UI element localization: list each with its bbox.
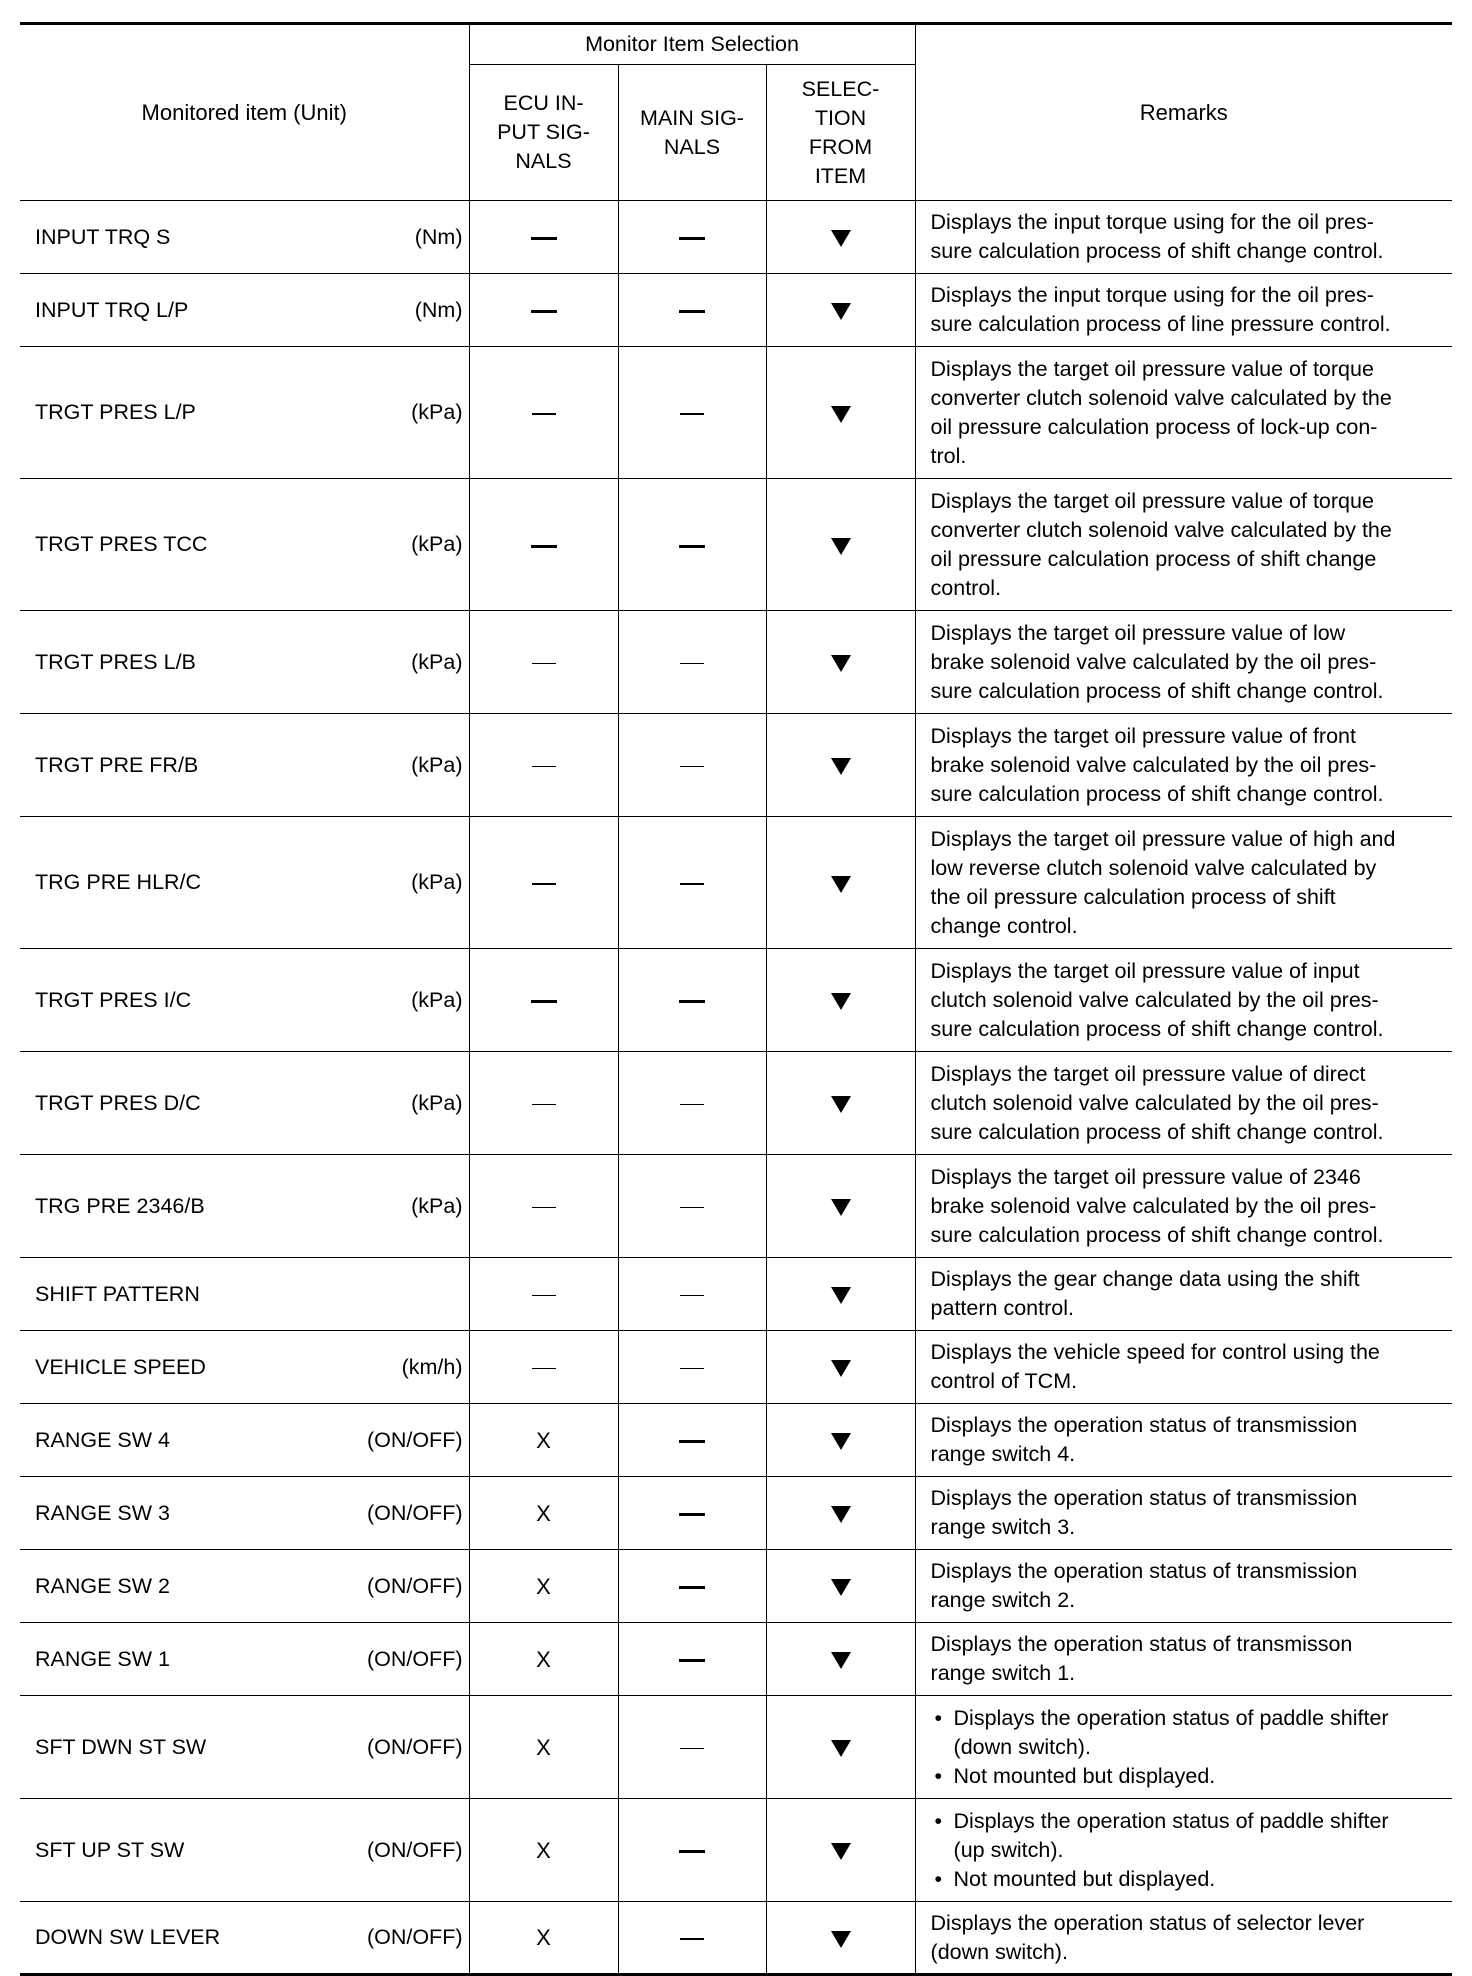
dash-mark — [680, 1295, 704, 1297]
ecu-input-signals-cell — [469, 1902, 618, 1975]
monitored-item-cell — [20, 1623, 469, 1696]
item-unit: (kPa) — [411, 987, 463, 1012]
selection-from-item-cell — [766, 1331, 915, 1404]
monitored-item-cell — [20, 274, 469, 347]
selection-from-item-cell — [766, 817, 915, 949]
ecu-input-signals-cell — [469, 949, 618, 1052]
selection-from-item-cell — [766, 1696, 915, 1799]
selection-from-item-cell — [766, 611, 915, 714]
dash-mark — [680, 1104, 704, 1106]
ecu-input-signals-cell — [469, 1155, 618, 1258]
remarks-line: Displays the input torque using for the oil pres- — [930, 210, 1374, 234]
dash-mark — [680, 1748, 704, 1750]
table-row — [20, 479, 1452, 611]
dash-mark — [532, 1295, 556, 1297]
item-unit: (Nm) — [414, 297, 463, 322]
table-row — [20, 1623, 1452, 1696]
selection-triangle-icon — [831, 230, 851, 247]
main-signals-cell — [618, 1155, 766, 1258]
table-row — [20, 1477, 1452, 1550]
monitored-item-cell — [20, 817, 469, 949]
selection-from-item-cell — [766, 1258, 915, 1331]
remarks-cell — [915, 1052, 1452, 1155]
remarks-bullet-list — [931, 1704, 1445, 1791]
item-unit: (kPa) — [411, 1090, 463, 1115]
x-mark: X — [536, 1837, 551, 1863]
remarks-line: Displays the target oil pressure value of low — [930, 620, 1346, 645]
main-signals-cell — [618, 1799, 766, 1902]
remarks-line: clutch solenoid valve calculated by the oil pres- — [930, 1090, 1379, 1115]
remarks-line: Displays the operation status of transmisson — [930, 1632, 1353, 1656]
header-remarks: Remarks — [915, 24, 1452, 201]
x-mark: X — [536, 1925, 551, 1950]
item-name: TRGT PRE FR/B — [35, 752, 199, 777]
ecu-input-signals-cell — [469, 1331, 618, 1404]
remarks-line: sure calculation process of line pressure control. — [930, 312, 1391, 336]
remarks-line: Displays the operation status of transmission — [930, 1486, 1358, 1510]
ecu-input-signals-cell — [469, 1550, 618, 1623]
main-signals-cell — [618, 817, 766, 949]
remarks-line: sure calculation process of shift change control. — [930, 239, 1384, 263]
selection-triangle-icon — [831, 538, 851, 555]
remarks-line: sure calculation process of shift change control. — [930, 1016, 1384, 1041]
item-unit: (kPa) — [411, 1193, 463, 1218]
monitored-item-cell — [20, 1902, 469, 1975]
remarks-line: Displays the target oil pressure value of high and — [930, 826, 1396, 851]
main-signals-cell — [618, 1477, 766, 1550]
main-signals-cell — [618, 1902, 766, 1975]
selection-from-item-cell — [766, 1477, 915, 1550]
item-unit: (ON/OFF) — [366, 1500, 463, 1525]
dash-mark — [679, 1513, 705, 1516]
dash-mark — [532, 1104, 556, 1106]
dash-mark — [680, 663, 704, 665]
selection-triangle-icon — [831, 1199, 851, 1216]
remarks-line: brake solenoid valve calculated by the oil pres- — [930, 752, 1377, 777]
page — [20, 22, 1452, 1976]
monitor-item-table — [20, 22, 1452, 1976]
selection-triangle-icon — [831, 1096, 851, 1113]
ecu-input-signals-cell — [469, 274, 618, 347]
dash-mark — [531, 310, 557, 313]
dash-mark — [531, 545, 557, 548]
selection-from-item-cell — [766, 1052, 915, 1155]
remarks-line: Displays the operation status of transmission — [930, 1413, 1358, 1437]
table-row — [20, 1404, 1452, 1477]
x-mark: X — [536, 1734, 551, 1760]
remarks-cell — [915, 1696, 1452, 1799]
selection-from-item-cell — [766, 201, 915, 274]
selection-triangle-icon — [831, 655, 851, 672]
remarks-cell — [915, 274, 1452, 347]
item-name: TRGT PRES L/B — [35, 649, 196, 674]
item-name: RANGE SW 2 — [35, 1573, 170, 1598]
remarks-line: oil pressure calculation process of lock-up con- — [930, 414, 1378, 439]
selection-triangle-icon — [831, 1579, 851, 1596]
header-monitor-item-selection: Monitor Item Selection — [469, 24, 915, 65]
remarks-cell — [915, 1404, 1452, 1477]
main-signals-cell — [618, 1331, 766, 1404]
monitored-item-cell — [20, 1550, 469, 1623]
selection-triangle-icon — [831, 1740, 851, 1757]
remarks-cell — [915, 611, 1452, 714]
item-unit: (kPa) — [411, 649, 463, 674]
remarks-line: Displays the target oil pressure value of front — [930, 723, 1356, 748]
dash-mark — [679, 1850, 705, 1853]
remarks-cell — [915, 714, 1452, 817]
dash-mark — [532, 413, 556, 415]
selection-from-item-cell — [766, 1155, 915, 1258]
remarks-bullet-list — [931, 1807, 1445, 1894]
table-row — [20, 1052, 1452, 1155]
main-signals-cell — [618, 1404, 766, 1477]
table-body — [20, 201, 1452, 1975]
selection-triangle-icon — [831, 1843, 851, 1860]
item-unit: (ON/OFF) — [366, 1427, 463, 1452]
table-row — [20, 949, 1452, 1052]
header-line: SELEC- — [801, 76, 880, 101]
dash-mark — [680, 1368, 704, 1370]
item-name: TRGT PRES L/P — [35, 400, 196, 424]
remarks-line: Displays the target oil pressure value of direct — [930, 1061, 1366, 1086]
remarks-line: sure calculation process of shift change control. — [930, 1222, 1384, 1247]
main-signals-cell — [618, 949, 766, 1052]
ecu-input-signals-cell — [469, 611, 618, 714]
remarks-line: sure calculation process of shift change control. — [930, 678, 1384, 703]
table-row — [20, 1155, 1452, 1258]
monitored-item-cell — [20, 1477, 469, 1550]
main-signals-cell — [618, 1696, 766, 1799]
main-signals-cell — [618, 1258, 766, 1331]
remarks-cell — [915, 1477, 1452, 1550]
ecu-input-signals-cell — [469, 1696, 618, 1799]
main-signals-cell — [618, 1550, 766, 1623]
selection-triangle-icon — [831, 758, 851, 775]
remarks-line: range switch 1. — [930, 1661, 1076, 1685]
remarks-line: • Not mounted but displayed. — [953, 1866, 1216, 1891]
monitored-item-cell — [20, 1155, 469, 1258]
remarks-cell — [915, 1550, 1452, 1623]
item-name: TRG PRE HLR/C — [35, 870, 202, 894]
monitored-item-cell — [20, 479, 469, 611]
table-row — [20, 611, 1452, 714]
header-line: FROM — [808, 134, 873, 159]
item-name: INPUT TRQ L/P — [35, 297, 189, 322]
remarks-line: clutch solenoid valve calculated by the oil pres- — [930, 987, 1379, 1012]
ecu-input-signals-cell — [469, 1404, 618, 1477]
dash-mark — [532, 1368, 556, 1370]
selection-from-item-cell — [766, 714, 915, 817]
main-signals-cell — [618, 1623, 766, 1696]
dash-mark — [679, 310, 705, 313]
remarks-cell — [915, 1623, 1452, 1696]
ecu-input-signals-cell — [469, 201, 618, 274]
item-name: VEHICLE SPEED — [35, 1354, 206, 1379]
remarks-bullet — [931, 1865, 1445, 1894]
header-line: PUT SIG- — [497, 120, 590, 144]
item-name: INPUT TRQ S — [35, 224, 171, 249]
item-unit: (km/h) — [401, 1354, 463, 1379]
selection-triangle-icon — [831, 1433, 851, 1450]
table-row — [20, 1550, 1452, 1623]
item-name: TRGT PRES I/C — [35, 987, 192, 1012]
remarks-line: • Not mounted but displayed. — [953, 1763, 1216, 1788]
remarks-line: change control. — [930, 913, 1078, 938]
dash-mark — [531, 1000, 557, 1003]
table-row — [20, 201, 1452, 274]
table-row — [20, 1258, 1452, 1331]
item-unit: (ON/OFF) — [366, 1837, 463, 1862]
remarks-line: range switch 3. — [930, 1515, 1076, 1539]
header-line: NALS — [663, 134, 721, 159]
remarks-line: (up switch). — [953, 1837, 1064, 1862]
selection-from-item-cell — [766, 1623, 915, 1696]
main-signals-cell — [618, 479, 766, 611]
dash-mark — [679, 1659, 705, 1662]
remarks-line: Displays the operation status of transmission — [930, 1559, 1358, 1583]
remarks-line: control of TCM. — [930, 1369, 1078, 1393]
table-row — [20, 1902, 1452, 1975]
remarks-line: Displays the target oil pressure value of 2346 — [930, 1164, 1361, 1189]
remarks-cell — [915, 201, 1452, 274]
remarks-line: converter clutch solenoid valve calculated by the — [930, 517, 1392, 542]
main-signals-cell — [618, 347, 766, 479]
header-ecu-input-signals — [469, 65, 618, 201]
monitored-item-cell — [20, 201, 469, 274]
dash-mark — [679, 1440, 705, 1443]
ecu-input-signals-cell — [469, 479, 618, 611]
monitored-item-cell — [20, 1331, 469, 1404]
selection-triangle-icon — [831, 303, 851, 320]
remarks-line: brake solenoid valve calculated by the oil pres- — [930, 649, 1377, 674]
header-selection-from-item — [766, 65, 915, 201]
dash-mark — [679, 545, 705, 548]
item-unit: (ON/OFF) — [366, 1925, 463, 1949]
monitored-item-cell — [20, 949, 469, 1052]
remarks-line: brake solenoid valve calculated by the oil pres- — [930, 1193, 1377, 1218]
dash-mark — [679, 237, 705, 240]
x-mark: X — [536, 1646, 551, 1672]
ecu-input-signals-cell — [469, 1477, 618, 1550]
main-signals-cell — [618, 714, 766, 817]
ecu-input-signals-cell — [469, 1623, 618, 1696]
selection-from-item-cell — [766, 1550, 915, 1623]
item-unit: (ON/OFF) — [366, 1573, 463, 1598]
ecu-input-signals-cell — [469, 1258, 618, 1331]
remarks-line: sure calculation process of shift change control. — [930, 781, 1384, 806]
remarks-line: Displays the target oil pressure value of input — [930, 958, 1360, 983]
dash-mark — [532, 663, 556, 665]
selection-triangle-icon — [831, 876, 851, 893]
remarks-line: converter clutch solenoid valve calculated by the — [930, 385, 1392, 410]
remarks-line: range switch 2. — [930, 1588, 1076, 1612]
table-row — [20, 347, 1452, 479]
item-unit: (Nm) — [414, 224, 463, 249]
remarks-line: • Displays the operation status of paddle shifter — [953, 1705, 1389, 1730]
item-name: TRG PRE 2346/B — [35, 1193, 205, 1218]
item-unit: (kPa) — [411, 532, 463, 556]
dash-mark — [679, 1586, 705, 1589]
remarks-line: pattern control. — [930, 1296, 1074, 1320]
monitored-item-cell — [20, 1404, 469, 1477]
item-unit: (kPa) — [411, 752, 463, 777]
dash-mark — [532, 766, 556, 768]
remarks-line: Displays the operation status of selector lever — [930, 1910, 1365, 1935]
table-row — [20, 1696, 1452, 1799]
main-signals-cell — [618, 274, 766, 347]
remarks-bullet — [931, 1762, 1445, 1791]
selection-triangle-icon — [831, 1931, 851, 1948]
item-name: DOWN SW LEVER — [35, 1925, 221, 1949]
dash-mark — [680, 413, 704, 415]
dash-mark — [532, 1207, 556, 1209]
selection-from-item-cell — [766, 347, 915, 479]
remarks-cell — [915, 949, 1452, 1052]
table-row — [20, 817, 1452, 949]
item-name: TRGT PRES TCC — [35, 532, 208, 556]
remarks-line: the oil pressure calculation process of shift — [930, 884, 1336, 909]
monitored-item-cell — [20, 1799, 469, 1902]
ecu-input-signals-cell — [469, 347, 618, 479]
item-name: SHIFT PATTERN — [35, 1281, 200, 1306]
remarks-line: (down switch). — [953, 1734, 1091, 1759]
remarks-line: (down switch). — [930, 1939, 1068, 1964]
selection-triangle-icon — [831, 1506, 851, 1523]
selection-triangle-icon — [831, 1360, 851, 1377]
header-line: ITEM — [814, 163, 867, 188]
remarks-cell — [915, 1155, 1452, 1258]
remarks-line: low reverse clutch solenoid valve calculated by — [930, 855, 1377, 880]
monitored-item-cell — [20, 347, 469, 479]
item-unit: (ON/OFF) — [366, 1646, 463, 1671]
remarks-line: trol. — [930, 443, 967, 468]
header-line: ECU IN- — [503, 91, 584, 115]
table-row — [20, 714, 1452, 817]
item-name: SFT DWN ST SW — [35, 1734, 207, 1759]
monitored-item-cell — [20, 1258, 469, 1331]
remarks-cell — [915, 347, 1452, 479]
remarks-line: sure calculation process of shift change control. — [930, 1119, 1384, 1144]
item-unit: (ON/OFF) — [366, 1734, 463, 1759]
selection-from-item-cell — [766, 1799, 915, 1902]
remarks-cell — [915, 1799, 1452, 1902]
main-signals-cell — [618, 201, 766, 274]
remarks-cell — [915, 817, 1452, 949]
ecu-input-signals-cell — [469, 1052, 618, 1155]
remarks-line: control. — [930, 575, 1002, 600]
remarks-bullet — [931, 1807, 1445, 1865]
selection-from-item-cell — [766, 1404, 915, 1477]
selection-from-item-cell — [766, 274, 915, 347]
x-mark: X — [536, 1500, 551, 1526]
remarks-cell — [915, 1258, 1452, 1331]
remarks-line: Displays the gear change data using the shift — [930, 1267, 1360, 1291]
remarks-cell — [915, 479, 1452, 611]
x-mark: X — [536, 1427, 551, 1453]
ecu-input-signals-cell — [469, 817, 618, 949]
header-line: NALS — [515, 149, 572, 173]
table-row — [20, 274, 1452, 347]
remarks-line: Displays the target oil pressure value of torque — [930, 488, 1374, 513]
item-name: SFT UP ST SW — [35, 1837, 185, 1862]
remarks-line: • Displays the operation status of paddle shifter — [953, 1808, 1389, 1833]
remarks-line: oil pressure calculation process of shift change — [930, 546, 1377, 571]
selection-from-item-cell — [766, 479, 915, 611]
selection-triangle-icon — [831, 1652, 851, 1669]
remarks-line: Displays the target oil pressure value of torque — [930, 356, 1374, 381]
monitored-item-cell — [20, 611, 469, 714]
monitored-item-cell — [20, 1052, 469, 1155]
table-row — [20, 1331, 1452, 1404]
header-line: TION — [814, 105, 867, 130]
monitored-item-cell — [20, 1696, 469, 1799]
item-unit: (kPa) — [411, 870, 463, 894]
remarks-bullet — [931, 1704, 1445, 1762]
dash-mark — [531, 237, 557, 240]
ecu-input-signals-cell — [469, 714, 618, 817]
dash-mark — [680, 1207, 704, 1209]
table-row — [20, 1799, 1452, 1902]
remarks-cell — [915, 1902, 1452, 1975]
selection-triangle-icon — [831, 993, 851, 1010]
x-mark: X — [536, 1573, 551, 1599]
remarks-line: Displays the input torque using for the oil pres- — [930, 283, 1374, 307]
item-name: RANGE SW 1 — [35, 1646, 170, 1671]
selection-from-item-cell — [766, 949, 915, 1052]
monitored-item-cell — [20, 714, 469, 817]
item-unit: (kPa) — [411, 400, 463, 424]
main-signals-cell — [618, 611, 766, 714]
remarks-line: range switch 4. — [930, 1442, 1076, 1466]
dash-mark — [680, 1938, 704, 1940]
item-name: RANGE SW 3 — [35, 1500, 170, 1525]
selection-triangle-icon — [831, 1287, 851, 1304]
remarks-cell — [915, 1331, 1452, 1404]
selection-triangle-icon — [831, 406, 851, 423]
item-name: RANGE SW 4 — [35, 1427, 170, 1452]
header-monitored-item: Monitored item (Unit) — [20, 24, 469, 201]
dash-mark — [679, 1000, 705, 1003]
dash-mark — [680, 766, 704, 768]
remarks-line: Displays the vehicle speed for control using the — [930, 1340, 1380, 1364]
selection-from-item-cell — [766, 1902, 915, 1975]
dash-mark — [532, 883, 556, 885]
main-signals-cell — [618, 1052, 766, 1155]
dash-mark — [680, 883, 704, 885]
item-name: TRGT PRES D/C — [35, 1090, 201, 1115]
ecu-input-signals-cell — [469, 1799, 618, 1902]
header-line: MAIN SIG- — [640, 105, 744, 130]
header-main-signals — [618, 65, 766, 201]
